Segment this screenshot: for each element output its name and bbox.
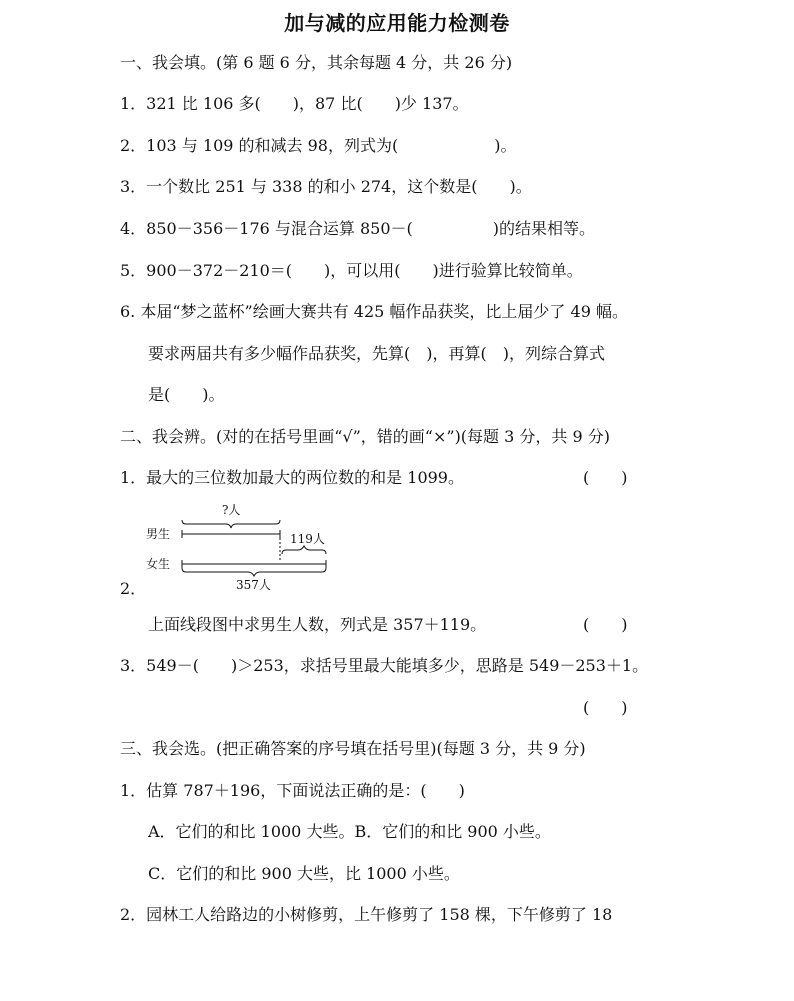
section-3-header: 三、我会选。(把正确答案的序号填在括号里)(每题 3 分，共 9 分) (120, 739, 586, 758)
part1-question-2: 2．103 与 109 的和减去 98，列式为( )。 (120, 136, 517, 155)
total-label: 357人 (236, 578, 271, 592)
boys-label: 男生 (146, 527, 171, 541)
page-title: 加与减的应用能力检测卷 (284, 11, 510, 35)
part1-question-6-line2: 要求两届共有多少幅作品获奖，先算( )，再算( )，列综合算式 (148, 344, 605, 363)
unknown-brace (182, 520, 280, 528)
part1-question-5: 5．900－372－210＝( )，可以用( )进行验算比较简单。 (120, 261, 583, 280)
section-1-header: 一、我会填。(第 6 题 6 分，其余每题 4 分，共 26 分) (120, 53, 513, 72)
part1-question-3: 3．一个数比 251 与 338 的和小 274，这个数是( )。 (120, 177, 532, 196)
difference-brace (282, 546, 326, 554)
total-brace (182, 568, 326, 576)
part3-question-1: 1．估算 787＋196，下面说法正确的是：( ) (120, 781, 465, 800)
part1-question-1: 1．321 比 106 多( )，87 比( )少 137。 (120, 94, 469, 113)
part1-question-6-line3: 是( )。 (148, 385, 225, 404)
part2-question-3: 3．549－( )＞253，求括号里最大能填多少，思路是 549－253＋1。 (120, 656, 649, 675)
line-segment-diagram (140, 498, 340, 593)
part2-answer-bracket-3: ( ) (583, 698, 628, 717)
part1-question-4: 4．850－356－176 与混合运算 850－( )的结果相等。 (120, 219, 595, 238)
part2-question-2-number: 2． (120, 579, 147, 598)
part3-question-2: 2．园林工人给路边的小树修剪，上午修剪了 158 棵，下午修剪了 18 (120, 905, 613, 924)
part3-question-1-option-c: C．它们的和比 900 大些，比 1000 小些。 (148, 864, 460, 883)
part1-question-6-line1: 6. 本届“梦之蓝杯”绘画大赛共有 425 幅作品获奖，比上届少了 49 幅。 (120, 302, 628, 321)
girls-label: 女生 (146, 557, 171, 571)
unknown-label: ?人 (222, 503, 241, 517)
part2-answer-bracket-2: ( ) (583, 615, 628, 634)
part3-question-1-options-ab: A．它们的和比 1000 大些。B．它们的和比 900 小些。 (148, 822, 551, 841)
section-2-header: 二、我会辨。(对的在括号里画“√”，错的画“×”)(每题 3 分，共 9 分) (120, 427, 610, 446)
part2-answer-bracket-1: ( ) (583, 468, 628, 487)
difference-label: 119人 (290, 532, 325, 546)
part2-question-1: 1．最大的三位数加最大的两位数的和是 1099。 (120, 468, 464, 487)
part2-question-2-text: 上面线段图中求男生人数，列式是 357＋119。 (148, 615, 487, 634)
